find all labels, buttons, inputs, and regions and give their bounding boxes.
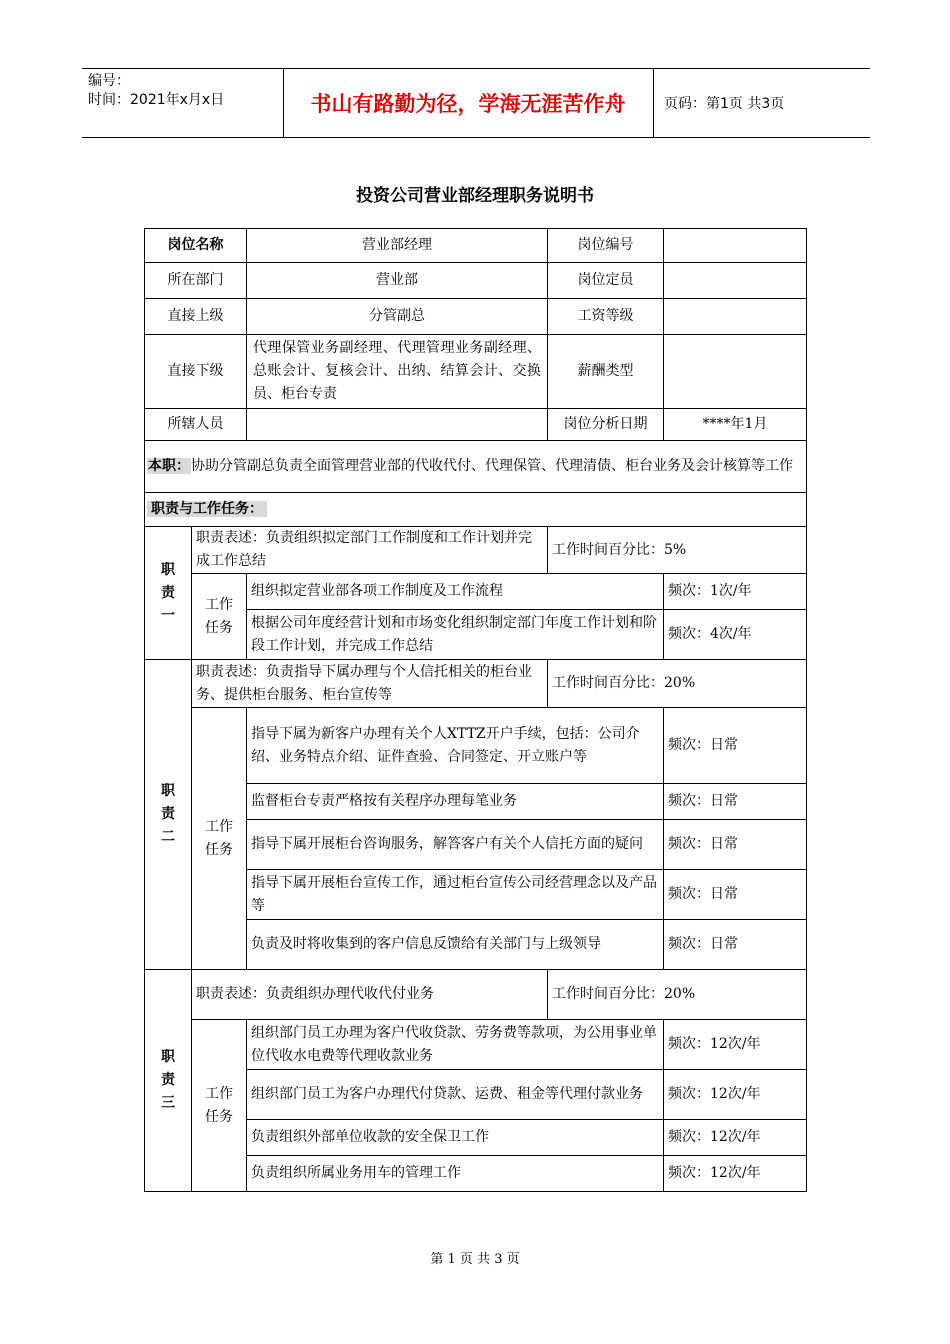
task-label-text: 工作任务 — [205, 1085, 233, 1125]
duty-3-statement-row — [145, 970, 807, 1020]
post-name-value: 营业部经理 — [247, 229, 548, 263]
duty-2-label — [145, 660, 192, 970]
duty-3-statement: 职责表述：负责组织办理代收代付业务 — [192, 970, 548, 1020]
quota-value — [664, 263, 807, 299]
subordinate-value: 代理保管业务副经理、代理管理业务副经理、总账会计、复核会计、出纳、结算会计、交换员、柜台专责 — [247, 335, 548, 409]
row-department — [145, 263, 807, 299]
job-description-table — [144, 228, 807, 1192]
subordinate-label: 直接下级 — [145, 335, 247, 409]
duty-1-task-label — [192, 574, 247, 660]
duty-1-name: 职责一 — [161, 561, 175, 624]
staff-label: 所辖人员 — [145, 409, 247, 441]
analysis-date-label: 岗位分析日期 — [548, 409, 664, 441]
row-staff — [145, 409, 807, 441]
duty-3-task-3-freq: 频次：12次/年 — [664, 1120, 807, 1156]
analysis-date-value: ****年1月 — [664, 409, 807, 441]
duty-summary-label: 本职： — [148, 458, 190, 474]
duty-3-task-3: 负责组织外部单位收款的安全保卫工作 — [247, 1120, 664, 1156]
staff-value — [247, 409, 548, 441]
doc-number-label: 编号： — [88, 73, 130, 89]
duty-3-label — [145, 970, 192, 1192]
duty-2-task-1: 指导下属为新客户办理有关个人XTTZ开户手续，包括：公司介绍、业务特点介绍、证件查验、合同签定、开立账户等 — [247, 708, 664, 784]
duty-3-task-4: 负责组织所属业务用车的管理工作 — [247, 1156, 664, 1192]
row-post-name — [145, 229, 807, 263]
duty-2-task-4: 指导下属开展柜台宣传工作，通过柜台宣传公司经营理念以及产品等 — [247, 870, 664, 920]
table-row — [145, 574, 807, 610]
dept-value: 营业部 — [247, 263, 548, 299]
duty-2-statement: 职责表述：负责指导下属办理与个人信托相关的柜台业务、提供柜台服务、柜台宣传等 — [192, 660, 548, 708]
duty-3-task-1: 组织部门员工办理为客户代收贷款、劳务费等款项，为公用事业单位代收水电费等代理收款业务 — [247, 1020, 664, 1070]
duty-2-task-3: 指导下属开展柜台咨询服务，解答客户有关个人信托方面的疑问 — [247, 820, 664, 870]
quota-label: 岗位定员 — [548, 263, 664, 299]
duty-2-task-3-freq: 频次：日常 — [664, 820, 807, 870]
duty-1-label — [145, 527, 192, 660]
table-row — [145, 708, 807, 784]
duty-1-pct: 工作时间百分比：5% — [548, 527, 807, 574]
duty-summary-text: 协助分管副总负责全面管理营业部的代收代付、代理保管、代理清债、柜台业务及会计核算等工作 — [191, 458, 793, 474]
superior-value: 分管副总 — [247, 299, 548, 335]
duty-3-name: 职责三 — [161, 1049, 175, 1111]
duty-1-statement: 职责表述：负责组织拟定部门工作制度和工作计划并完成工作总结 — [192, 527, 548, 574]
duty-2-statement-row — [145, 660, 807, 708]
duty-3-task-label — [192, 1020, 247, 1192]
duty-2-task-2-freq: 频次：日常 — [664, 784, 807, 820]
document-title: 投资公司营业部经理职务说明书 — [356, 186, 594, 206]
duty-1-statement-row — [145, 527, 807, 574]
post-name-label: 岗位名称 — [145, 229, 247, 263]
duty-3-task-1-freq: 频次：12次/年 — [664, 1020, 807, 1070]
header-page-code: 页码：第1页 共3页 — [664, 96, 785, 112]
duty-1-task-1-freq: 频次：1次/年 — [664, 574, 807, 610]
header-motto: 书山有路勤为径，学海无涯苦作舟 — [283, 69, 654, 137]
duty-1-task-2: 根据公司年度经营计划和市场变化组织制定部门年度工作计划和阶段工作计划，并完成工作总结 — [247, 610, 664, 660]
duty-3-task-4-freq: 频次：12次/年 — [664, 1156, 807, 1192]
header-meta — [82, 69, 284, 137]
dept-label: 所在部门 — [145, 263, 247, 299]
post-no-label: 岗位编号 — [548, 229, 664, 263]
duty-2-task-2: 监督柜台专责严格按有关程序办理每笔业务 — [247, 784, 664, 820]
task-label-text: 工作任务 — [205, 596, 233, 636]
superior-label: 直接上级 — [145, 299, 247, 335]
row-tasks-header — [145, 493, 807, 527]
post-no-value — [664, 229, 807, 263]
duty-2-task-label — [192, 708, 247, 970]
page-footer: 第 1 页 共 3 页 — [430, 1252, 520, 1267]
duty-2-task-1-freq: 频次：日常 — [664, 708, 807, 784]
doc-time-label: 时间：2021年x月x日 — [88, 92, 225, 108]
duty-3-pct: 工作时间百分比：20% — [548, 970, 807, 1020]
duty-2-task-4-freq: 频次：日常 — [664, 870, 807, 920]
duty-1-task-2-freq: 频次：4次/年 — [664, 610, 807, 660]
duty-2-task-5: 负责及时将收集到的客户信息反馈给有关部门与上级领导 — [247, 920, 664, 970]
tasks-header-cell — [145, 493, 807, 527]
grade-label: 工资等级 — [548, 299, 664, 335]
duty-2-name: 职责二 — [161, 783, 175, 845]
duty-summary — [145, 441, 807, 493]
duty-2-pct: 工作时间百分比：20% — [548, 660, 807, 708]
table-row — [145, 1020, 807, 1070]
row-superior — [145, 299, 807, 335]
grade-value — [664, 299, 807, 335]
row-duty-summary — [145, 441, 807, 493]
salary-value — [664, 335, 807, 409]
salary-label: 薪酬类型 — [548, 335, 664, 409]
page-header — [82, 68, 870, 138]
task-label-text: 工作任务 — [205, 818, 233, 858]
duty-3-task-2-freq: 频次：12次/年 — [664, 1070, 807, 1120]
duty-3-task-2: 组织部门员工为客户办理代付贷款、运费、租金等代理付款业务 — [247, 1070, 664, 1120]
tasks-header: 职责与工作任务： — [147, 501, 267, 517]
duty-2-task-5-freq: 频次：日常 — [664, 920, 807, 970]
duty-1-task-1: 组织拟定营业部各项工作制度及工作流程 — [247, 574, 664, 610]
row-subordinate — [145, 335, 807, 409]
